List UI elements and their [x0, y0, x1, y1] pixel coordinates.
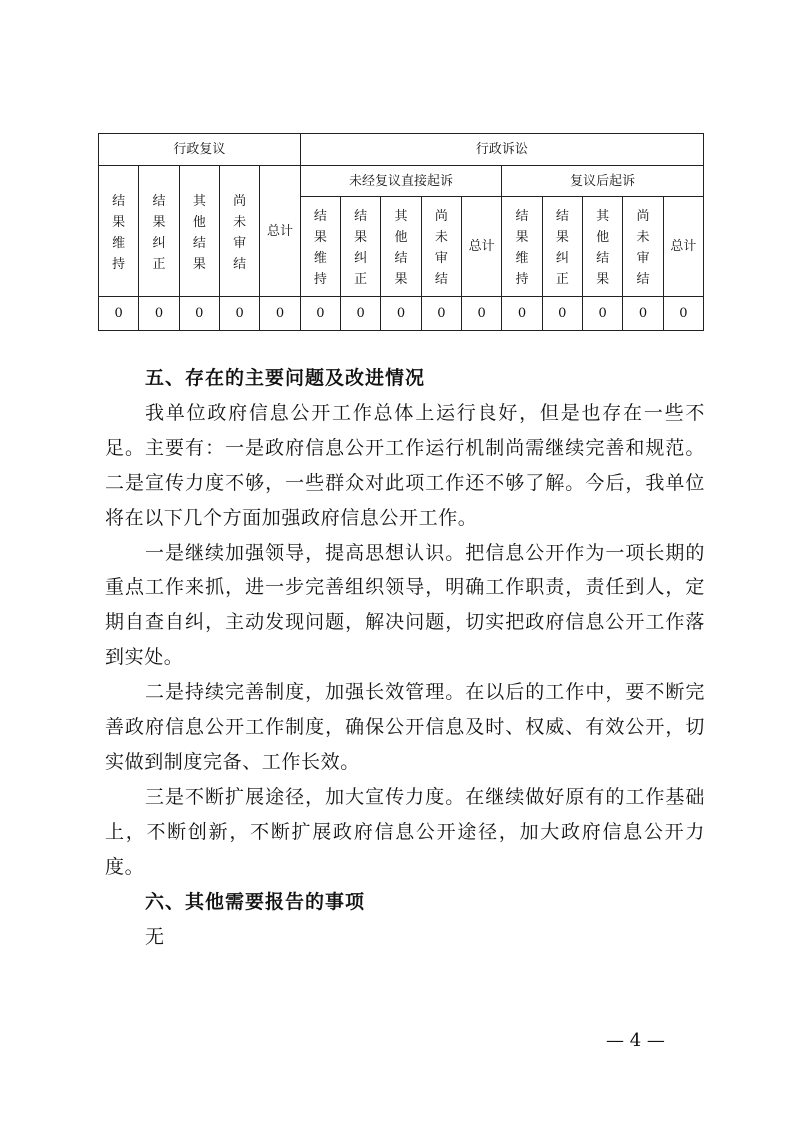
- paragraph: 一是继续加强领导，提高思想认识。把信息公开作为一项长期的重点工作来抓，进一步完善组织领导，明确工作职责，责任到人，定期自查自纠，主动发现问题，解决问题，切实把政府信息公开工作落到实处。: [105, 541, 705, 669]
- col-result-maintained: 结果维持: [99, 166, 139, 297]
- col-result-corrected: 结果纠正: [139, 166, 179, 297]
- table-cell: 0: [462, 297, 502, 331]
- col-other-results: 其他结果: [582, 197, 622, 297]
- table-row: [99, 297, 704, 331]
- paragraph: 我单位政府信息公开工作总体上运行良好，但是也存在一些不足。主要有：一是政府信息公开工作运行机制尚需继续完善和规范。二是宣传力度不够，一些群众对此项工作还不够了解。今后，我单位将在以下几个方面加强政府信息公开工作。: [105, 401, 705, 529]
- col-not-concluded: 尚未审结: [219, 166, 259, 297]
- table-cell: 0: [381, 297, 421, 331]
- col-other-results: 其他结果: [381, 197, 421, 297]
- table-cell: 0: [179, 297, 219, 331]
- table-cell: 0: [542, 297, 582, 331]
- table-cell: 0: [260, 297, 300, 331]
- col-result-maintained: 结果维持: [300, 197, 340, 297]
- reconsideration-header: 行政复议: [99, 134, 301, 166]
- table-cell: 0: [502, 297, 542, 331]
- col-result-maintained: 结果维持: [502, 197, 542, 297]
- col-total: 总计: [663, 197, 703, 297]
- table-cell: 0: [623, 297, 663, 331]
- table-cell: 0: [99, 297, 139, 331]
- administrative-review-litigation-table: [98, 133, 704, 331]
- table-cell: 0: [582, 297, 622, 331]
- table-cell: 0: [341, 297, 381, 331]
- col-not-concluded: 尚未审结: [421, 197, 461, 297]
- col-other-results: 其他结果: [179, 166, 219, 297]
- section-6-heading: 六、其他需要报告的事项: [145, 890, 366, 913]
- page-number: — 4 —: [606, 1030, 665, 1051]
- table-cell: 0: [300, 297, 340, 331]
- after-reconsideration-header: 复议后起诉: [502, 166, 704, 197]
- col-not-concluded: 尚未审结: [623, 197, 663, 297]
- document-body: [105, 361, 705, 954]
- table-cell: 0: [421, 297, 461, 331]
- col-result-corrected: 结果纠正: [341, 197, 381, 297]
- col-total: 总计: [462, 197, 502, 297]
- table-cell: 0: [219, 297, 259, 331]
- paragraph: 三是不断扩展途径，加大宣传力度。在继续做好原有的工作基础上，不断创新，不断扩展政府信息公开途径，加大政府信息公开力度。: [105, 785, 705, 878]
- table-cell: 0: [139, 297, 179, 331]
- col-result-corrected: 结果纠正: [542, 197, 582, 297]
- litigation-header: 行政诉讼: [300, 134, 703, 166]
- paragraph: 无: [145, 925, 165, 948]
- section-5-heading: 五、存在的主要问题及改进情况: [145, 367, 426, 389]
- col-total: 总计: [260, 166, 300, 297]
- paragraph: 二是持续完善制度，加强长效管理。在以后的工作中，要不断完善政府信息公开工作制度，确保公开信息及时、权威、有效公开，切实做到制度完备、工作长效。: [105, 681, 705, 773]
- table-cell: 0: [663, 297, 703, 331]
- direct-suit-header: 未经复议直接起诉: [300, 166, 502, 197]
